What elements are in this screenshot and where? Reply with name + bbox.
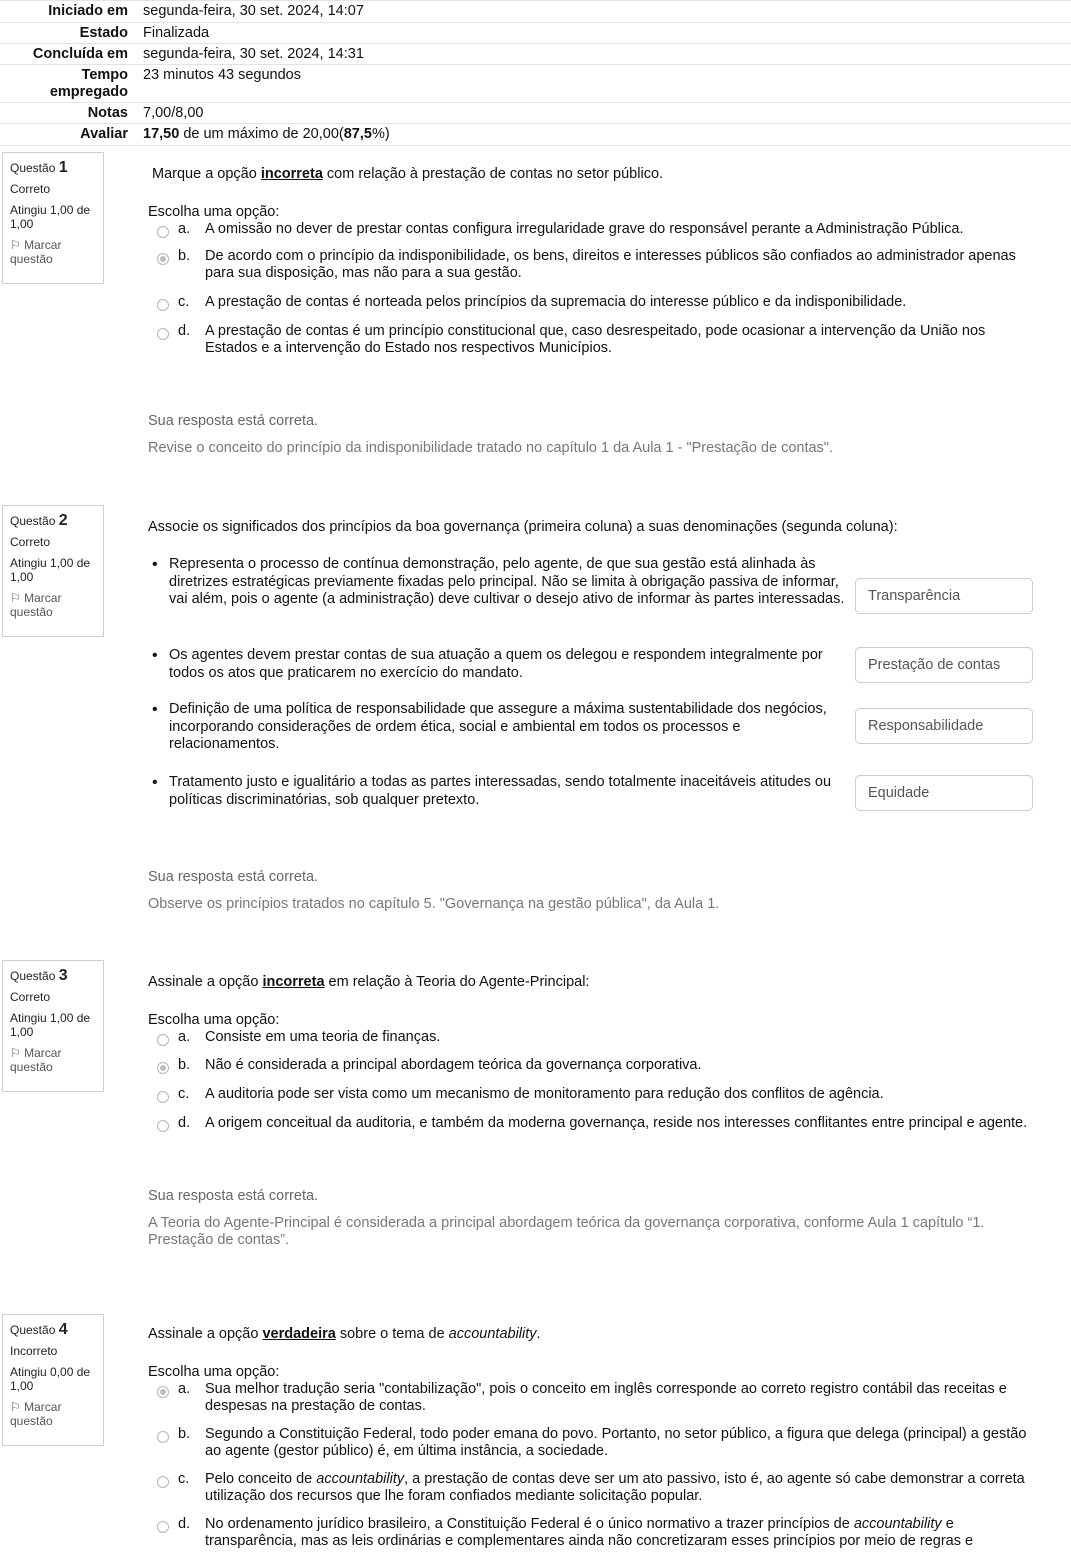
flag-icon: ⚐	[10, 591, 21, 605]
explanation-text: Observe os princípios tratados no capítulo 5. "Governança na gestão pública", da Aula 1.	[148, 896, 720, 912]
answer-select[interactable]: Equidade	[855, 775, 1033, 811]
choose-prompt: Escolha uma opção:	[148, 204, 280, 220]
question-content	[148, 1326, 1038, 1550]
question-grade: Atingiu 0,00 de 1,00	[10, 1365, 91, 1393]
summary-label: Iniciado em	[48, 3, 128, 19]
flag-question-button[interactable]: ⚐ Marcar questão	[10, 1046, 62, 1074]
summary-label: Avaliar	[80, 126, 128, 142]
flag-icon: ⚐	[10, 238, 21, 252]
explanation-text: A Teoria do Agente-Principal é considerada a principal abordagem teórica da governança corporativa, conforme Aula 1 capítulo “1. Prestação de contas”.	[148, 1215, 985, 1248]
summary-value: Finalizada	[143, 25, 210, 41]
summary-row-state	[0, 22, 1071, 43]
question-text: Marque a opção incorreta com relação à prestação de contas no setor público.	[152, 166, 664, 182]
answer-select[interactable]: Responsabilidade	[855, 708, 1033, 744]
question-info	[2, 505, 104, 637]
radio-button[interactable]	[157, 226, 169, 238]
question-text: Assinale a opção verdadeira sobre o tema de accountability.	[148, 1326, 541, 1342]
radio-button[interactable]	[157, 328, 169, 340]
question-content	[148, 974, 1038, 1249]
question-info	[2, 960, 104, 1092]
score-percent: 87,5	[343, 126, 372, 142]
summary-label: Concluída em	[32, 46, 128, 62]
flag-question-button[interactable]: ⚐ Marcar questão	[10, 591, 62, 619]
score-end: %)	[371, 126, 390, 142]
question-number: Questão 3	[10, 967, 68, 984]
option-d[interactable]: d. No ordenamento jurídico brasileiro, a Constituição Federal é o único normativo a trazer princípios de accountability e transparência, mas as leis ordinárias e complementares ainda não concretizaram esses princípios por meio de regras e	[148, 1516, 1038, 1550]
summary-label: Notas	[87, 105, 128, 121]
option-d[interactable]: d. A origem conceitual da auditoria, e também da moderna governança, reside nos interesses conflitantes entre principal e agente.	[148, 1115, 1038, 1132]
question-grade: Atingiu 1,00 de 1,00	[10, 203, 91, 231]
score-text: de um máximo de 20,00(	[179, 126, 344, 142]
question-status: Correto	[10, 535, 51, 549]
option-c[interactable]: c. A auditoria pode ser vista como um mecanismo de monitoramento para redução dos conflitos de agência.	[148, 1086, 1038, 1103]
summary-row-evaluate	[0, 123, 1071, 146]
option-b[interactable]: b. Não é considerada a principal abordagem teórica da governança corporativa.	[148, 1057, 1038, 1074]
flag-icon: ⚐	[10, 1400, 21, 1414]
summary-label: Estado	[79, 25, 128, 41]
matching-list	[148, 535, 1038, 835]
feedback-text: Sua resposta está correta.	[148, 869, 319, 885]
feedback-text: Sua resposta está correta.	[148, 1188, 319, 1204]
radio-button[interactable]	[157, 1034, 169, 1046]
match-text: Representa o processo de contínua demonstração, pelo agente, de que sua gestão está alinhada às diretrizes estratégicas previamente fixadas pelo principal. Não se limita à obrigação passiva de informar, vai além, pois o agente (a administração) deve cultivar o desejo ativo de informar às partes interessadas.	[169, 556, 845, 607]
option-c[interactable]: c. Pelo conceito de accountability, a prestação de contas deve ser um ato passivo, isto é, ao agente só cabe demonstrar a correta utilização dos recursos que lhe foram confiados mediante solicitação popular.	[148, 1471, 1038, 1505]
question-text: Associe os significados dos princípios da boa governança (primeira coluna) a suas denominações (segunda coluna):	[148, 519, 898, 535]
question-info	[2, 152, 104, 284]
choose-prompt: Escolha uma opção:	[148, 1364, 280, 1380]
option-b[interactable]: b. Segundo a Constituição Federal, todo poder emana do povo. Portanto, no setor público, a figura que delega (principal) a gestão ao agente (gestor público) é, em última instância, a sociedade.	[148, 1426, 1038, 1460]
radio-button[interactable]	[157, 1431, 169, 1443]
option-b[interactable]: b. De acordo com o princípio da indisponibilidade, os bens, direitos e interesses públicos são confiados ao administrador apenas para sua disposição, mas não para a sua gestão.	[148, 248, 1038, 282]
question-number: Questão 4	[10, 1321, 68, 1338]
question-status: Correto	[10, 990, 51, 1004]
feedback-text: Sua resposta está correta.	[148, 413, 319, 429]
question-grade: Atingiu 1,00 de 1,00	[10, 1011, 91, 1039]
radio-button-selected[interactable]	[157, 1386, 169, 1398]
flag-question-button[interactable]: ⚐ Marcar questão	[10, 1400, 62, 1428]
match-item: • Os agentes devem prestar contas de sua atuação a quem os delegou e respondem integralmente por todos os atos que praticarem no exercício do mandato. Prestação de contas	[148, 647, 1038, 687]
choose-prompt: Escolha uma opção:	[148, 1012, 280, 1028]
summary-value	[143, 126, 1071, 143]
flag-question-button[interactable]: ⚐ Marcar questão	[10, 238, 62, 266]
match-text: Os agentes devem prestar contas de sua atuação a quem os delegou e respondem integralmente por todos os atos que praticarem no exercício do mandato.	[169, 647, 823, 681]
question-status: Correto	[10, 182, 51, 196]
option-a[interactable]: a. A omissão no dever de prestar contas configura irregularidade grave do responsável perante a Administração Pública.	[148, 221, 1038, 238]
summary-label: Tempo empregado	[49, 67, 128, 100]
question-number: Questão 2	[10, 512, 68, 529]
summary-row-started	[0, 0, 1071, 22]
radio-button[interactable]	[157, 1091, 169, 1103]
radio-button-selected[interactable]	[157, 253, 169, 265]
question-number: Questão 1	[10, 159, 68, 176]
option-d[interactable]: d. A prestação de contas é um princípio constitucional que, caso desrespeitado, pode ocasionar a intervenção da União nos Estados e a intervenção do Estado nos respectivos Municípios.	[148, 323, 1038, 357]
summary-row-grades	[0, 102, 1071, 123]
radio-button[interactable]	[157, 1120, 169, 1132]
match-text: Definição de uma política de responsabilidade que assegure a máxima sustentabilidade dos negócios, incorporando considerações de ordem ética, social e ambiental em todos os processos e relacionamentos.	[169, 701, 827, 752]
summary-value: segunda-feira, 30 set. 2024, 14:31	[143, 46, 364, 62]
question-content	[148, 166, 1038, 457]
match-item: • Tratamento justo e igualitário a todas as partes interessadas, sendo totalmente inaceitáveis atitudes ou políticas discriminatórias, sob qualquer pretexto. Equidade	[148, 774, 1038, 814]
flag-icon: ⚐	[10, 1046, 21, 1060]
answer-select[interactable]: Transparência	[855, 578, 1033, 614]
explanation-text: Revise o conceito do princípio da indisponibilidade tratado no capítulo 1 da Aula 1 - "Prestação de contas".	[148, 440, 833, 456]
summary-value: 23 minutos 43 segundos	[143, 67, 301, 83]
option-a[interactable]: a. Consiste em uma teoria de finanças.	[148, 1029, 1038, 1046]
question-text: Assinale a opção incorreta em relação à Teoria do Agente-Principal:	[148, 974, 590, 990]
summary-value: 7,00/8,00	[143, 105, 204, 121]
question-grade: Atingiu 1,00 de 1,00	[10, 556, 91, 584]
question-info	[2, 1314, 104, 1446]
summary-value: segunda-feira, 30 set. 2024, 14:07	[143, 3, 364, 19]
radio-button-selected[interactable]	[157, 1062, 169, 1074]
option-a[interactable]: a. Sua melhor tradução seria "contabilização", pois o conceito em inglês corresponde ao correto registro contábil das receitas e despesas na prestação de contas.	[148, 1381, 1038, 1415]
score: 17,50	[143, 126, 180, 142]
match-item: • Representa o processo de contínua demonstração, pelo agente, de que sua gestão está alinhada às diretrizes estratégicas previamente fixadas pelo principal. Não se limita à obrigação passiva de informar, vai além, pois o agente (a administração) deve cultivar o desejo ativo de informar às partes interessadas. Transparência	[148, 556, 1038, 626]
summary-row-completed	[0, 43, 1071, 64]
question-status: Incorreto	[10, 1344, 58, 1358]
option-c[interactable]: c. A prestação de contas é norteada pelos princípios da supremacia do interesse público e da indisponibilidade.	[148, 294, 1038, 311]
match-item: • Definição de uma política de responsabilidade que assegure a máxima sustentabilidade dos negócios, incorporando considerações de ordem ética, social e ambiental em todos os processos e relacionamentos. Responsabilidade	[148, 701, 1038, 757]
match-text: Tratamento justo e igualitário a todas as partes interessadas, sendo totalmente inaceitáveis atitudes ou políticas discriminatórias, sob qualquer pretexto.	[169, 774, 832, 808]
question-content	[148, 519, 1038, 913]
radio-button[interactable]	[157, 1521, 169, 1533]
radio-button[interactable]	[157, 299, 169, 311]
summary-row-time	[0, 64, 1071, 102]
answer-select[interactable]: Prestação de contas	[855, 647, 1033, 683]
radio-button[interactable]	[157, 1476, 169, 1488]
attempt-summary	[0, 0, 1071, 146]
